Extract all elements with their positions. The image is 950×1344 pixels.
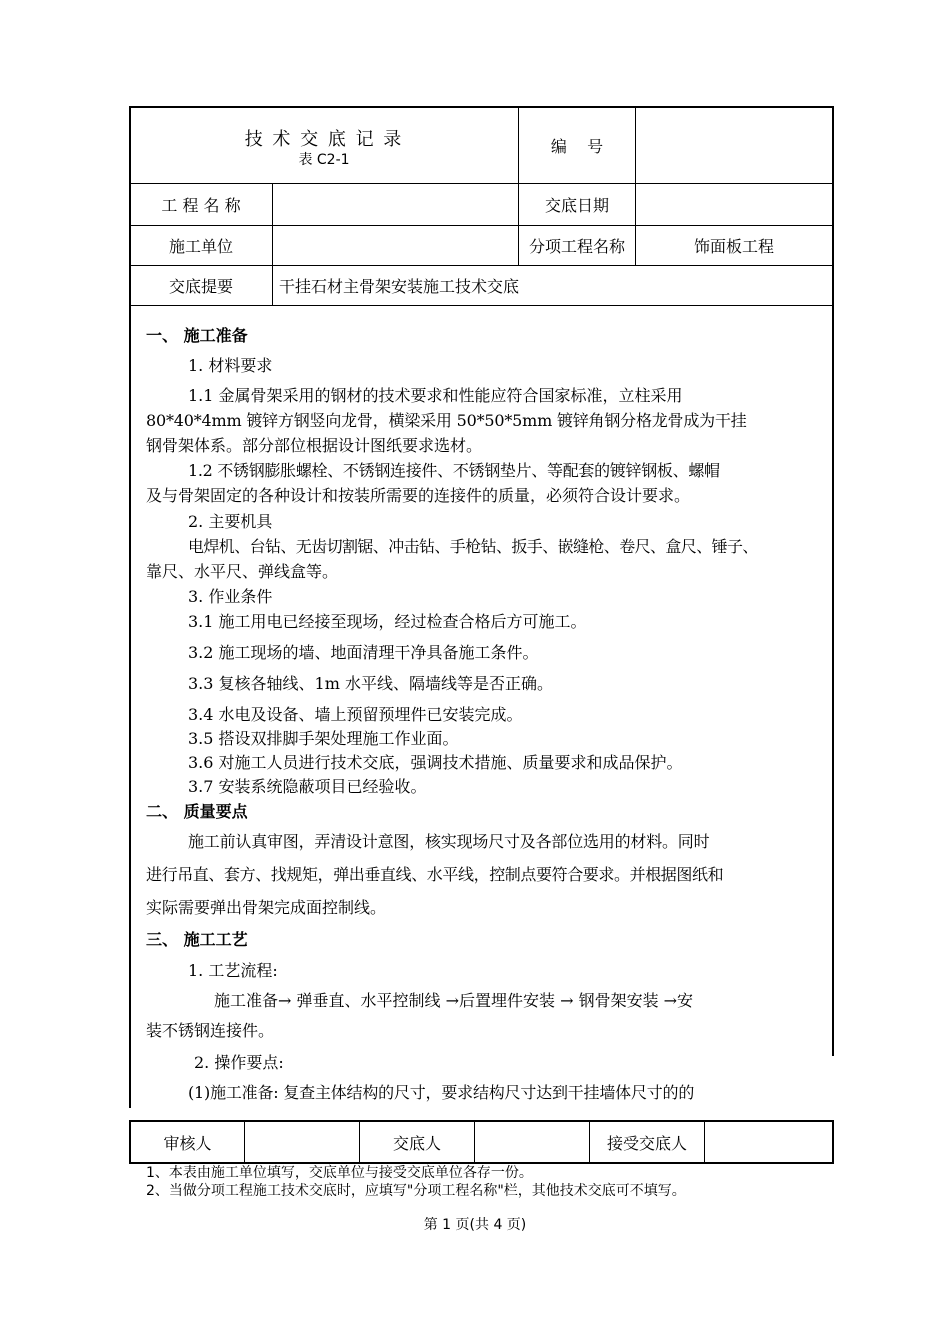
section-1-title: 一、 施工准备 [146, 326, 248, 345]
s1-para1-line3: 钢骨架体系。部分部位根据设计图纸要求选材。 [146, 436, 483, 455]
footnote-2: 2、当做分项工程施工技术交底时，应填写"分项工程名称"栏，其他技术交底可不填写。 [146, 1183, 686, 1199]
s1-item-3: 3. 作业条件 [188, 587, 273, 606]
s1-para1-line1: 1.1 金属骨架采用的钢材的技术要求和性能应符合国家标准，立柱采用 [188, 386, 683, 405]
unit-value[interactable] [273, 226, 518, 265]
table-right-border [832, 106, 834, 1056]
condition-3-7: 3.7 安装系统隐蔽项目已经验收。 [188, 777, 427, 796]
s2-line1: 施工前认真审图，弄清设计意图，核实现场尺寸及各部位选用的材料。同时 [188, 832, 710, 851]
s2-line3: 实际需要弹出骨架完成面控制线。 [146, 898, 387, 917]
presenter-value[interactable] [475, 1122, 589, 1162]
reviewer-label: 审核人 [163, 1133, 212, 1153]
condition-3-1: 3.1 施工用电已经接至现场，经过检查合格后方可施工。 [188, 612, 587, 631]
unit-label: 施工单位 [168, 237, 233, 256]
s1-tools-line2: 靠尺、水平尺、弹线盒等。 [146, 562, 339, 581]
footer-right-border [832, 1120, 834, 1164]
condition-3-2: 3.2 施工现场的墙、地面清理干净具备施工条件。 [188, 643, 539, 662]
date-label: 交底日期 [544, 196, 609, 215]
footnote-1: 1、本表由施工单位填写，交底单位与接受交底单位各存一份。 [146, 1165, 533, 1181]
date-value[interactable] [636, 184, 832, 225]
s1-para1-line2: 80*40*4mm 镀锌方钢竖向龙骨，横梁采用 50*50*5mm 镀锌角钢分格龙骨成为干挂 [146, 411, 747, 430]
page-number: 第 1 页(共 4 页) [423, 1217, 527, 1233]
section-2-title: 二、 质量要点 [146, 802, 248, 821]
condition-3-6: 3.6 对施工人员进行技术交底，强调技术措施、质量要求和成品保护。 [188, 753, 683, 772]
reviewer-value[interactable] [245, 1122, 359, 1162]
project-name-label: 工 程 名 称 [161, 196, 241, 215]
condition-3-5: 3.5 搭设双排脚手架处理施工作业面。 [188, 729, 459, 748]
sub-project-label: 分项工程名称 [528, 237, 625, 256]
doc-title: 技 术 交 底 记 录 [244, 129, 404, 150]
sub-project-value[interactable]: 饰面板工程 [693, 237, 774, 256]
summary-label: 交底提要 [168, 277, 233, 296]
receiver-value[interactable] [705, 1122, 832, 1162]
form-code: 表 C2-1 [298, 152, 350, 168]
presenter-label: 交底人 [392, 1133, 441, 1153]
section-3-title: 三、 施工工艺 [146, 930, 248, 949]
condition-3-4: 3.4 水电及设备、墙上预留预埋件已安装完成。 [188, 705, 523, 724]
receiver-label: 接受交底人 [606, 1133, 687, 1153]
s3-item-2: 2. 操作要点: [194, 1053, 284, 1072]
summary-value[interactable]: 干挂石材主骨架安装施工技术交底 [279, 277, 520, 296]
flow-line1: 施工准备→ 弹垂直、水平控制线 →后置埋件安装 → 钢骨架安装 →安 [214, 991, 694, 1010]
project-name-value[interactable] [273, 184, 518, 225]
s1-para2-line1: 1.2 不锈钢膨胀螺栓、不锈钢连接件、不锈钢垫片、等配套的镀锌钢板、螺帽 [188, 461, 720, 480]
s1-tools-line1: 电焊机、台钻、无齿切割锯、冲击钻、手枪钻、扳手、嵌缝枪、卷尺、盒尺、锤子、 [188, 537, 758, 556]
header-bottom-border [129, 305, 834, 306]
s1-item-1: 1. 材料要求 [188, 356, 273, 375]
flow-line2: 装不锈钢连接件。 [146, 1021, 275, 1040]
number-value[interactable] [636, 107, 832, 183]
number-label: 编 号 [550, 136, 604, 156]
s2-line2: 进行吊直、套方、找规矩，弹出垂直线、水平线，控制点要符合要求。并根据图纸和 [146, 865, 724, 884]
title-block [130, 107, 518, 183]
s1-para2-line2: 及与骨架固定的各种设计和按装所需要的连接件的质量，必须符合设计要求。 [146, 486, 691, 505]
condition-3-3: 3.3 复核各轴线、1m 水平线、隔墙线等是否正确。 [188, 674, 553, 693]
s3-item-1: 1. 工艺流程: [188, 961, 278, 980]
s1-item-2: 2. 主要机具 [188, 512, 273, 531]
op-point-1: (1)施工准备: 复查主体结构的尺寸，要求结构尺寸达到干挂墙体尺寸的的 [188, 1083, 695, 1102]
